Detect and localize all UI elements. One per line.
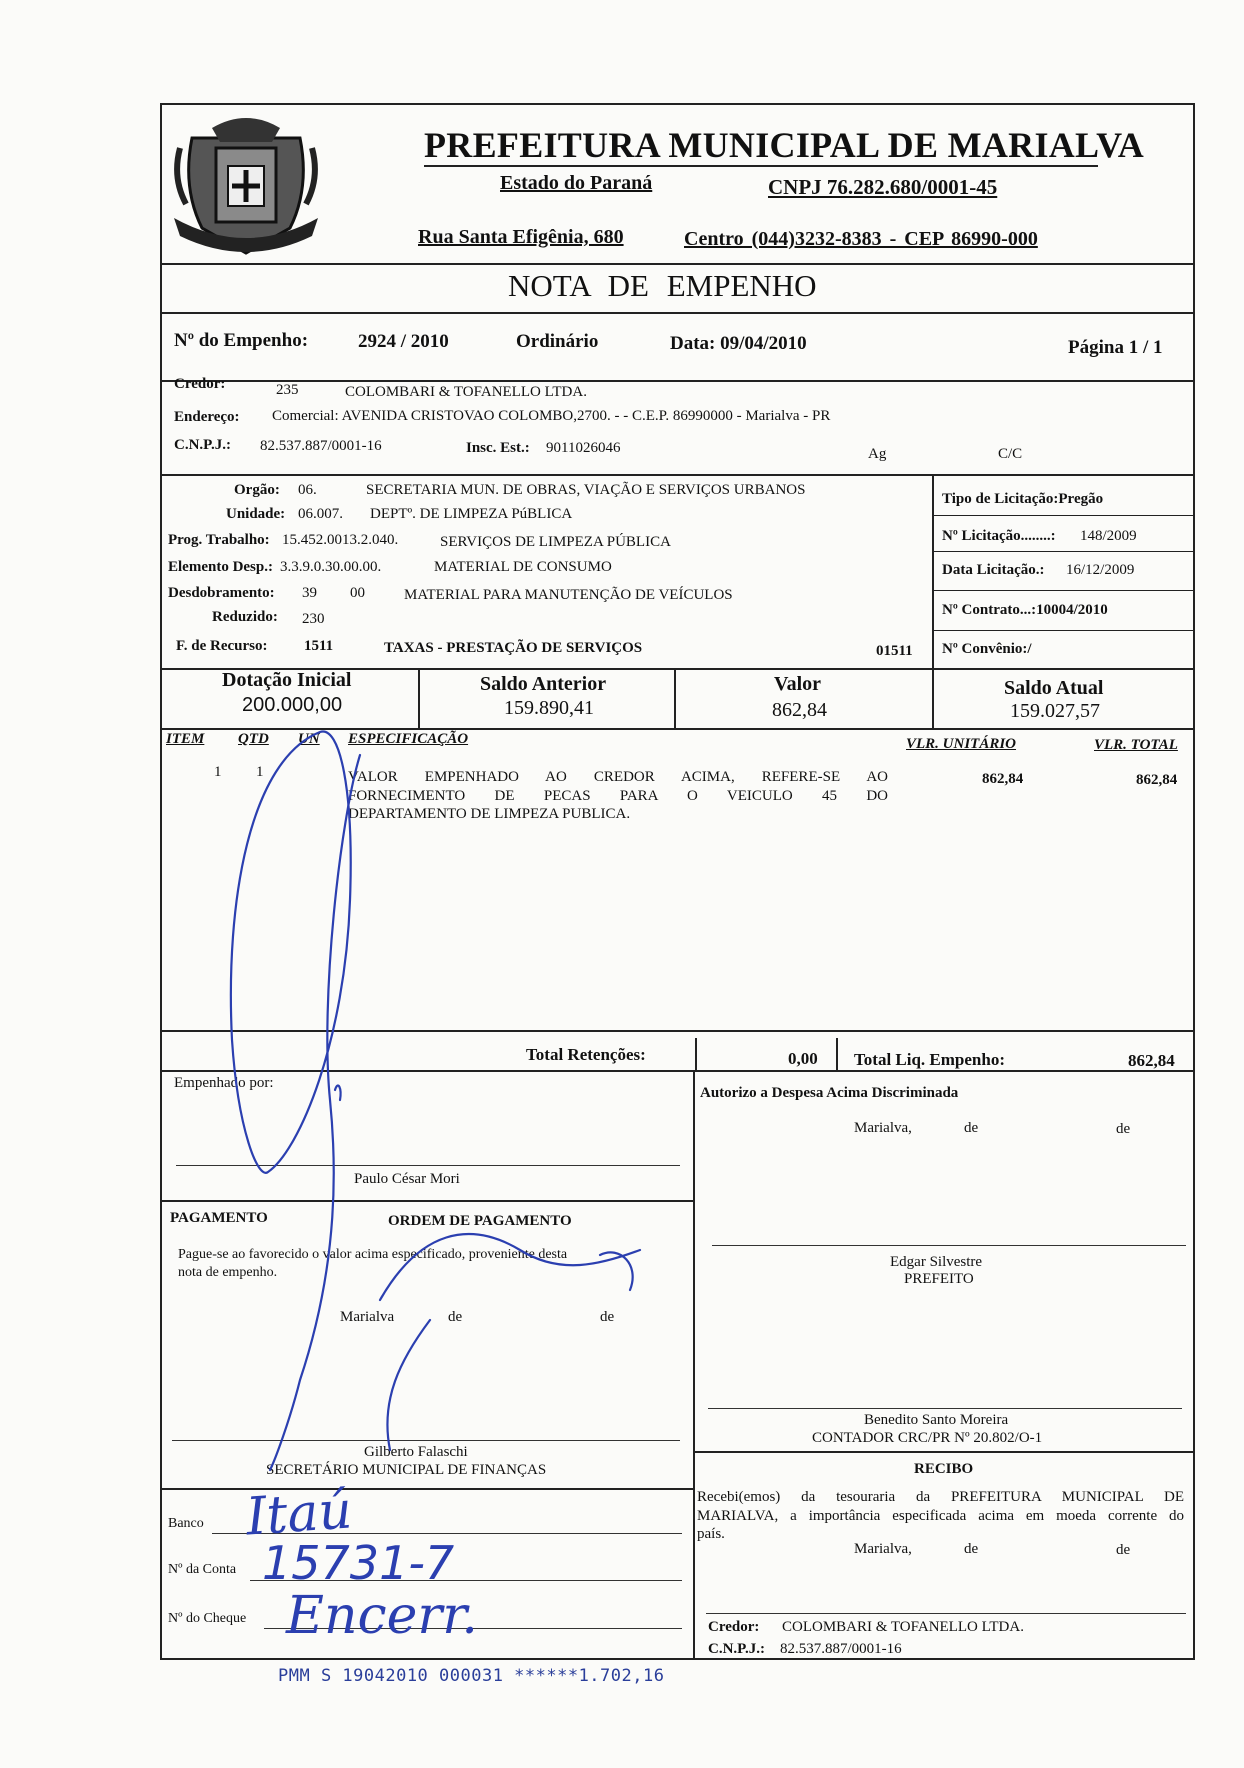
saldo-atual-value: 159.027,57	[1010, 700, 1100, 722]
autorizo-local: Marialva,	[854, 1120, 912, 1136]
empenho-number-label: Nº do Empenho:	[174, 330, 309, 351]
ag-label: Ag	[868, 446, 887, 462]
insc-label: Insc. Est.:	[466, 440, 530, 456]
secretario-title: SECRETÁRIO MUNICIPAL DE FINANÇAS	[266, 1462, 547, 1478]
saldo-anterior-value: 159.890,41	[504, 697, 594, 719]
payment-stamp: PMM S 19042010 000031 ******1.702,16	[278, 1666, 665, 1686]
elemento-label: Elemento Desp.:	[168, 559, 273, 575]
tipo-licitacao: Tipo de Licitação:Pregão	[942, 491, 1104, 507]
autorizo-de-2: de	[1116, 1121, 1131, 1137]
header-title: PREFEITURA MUNICIPAL DE MARIALVA	[424, 125, 1145, 165]
desdobramento-label: Desdobramento:	[168, 585, 275, 601]
recibo-title: RECIBO	[914, 1461, 974, 1477]
header-street: Rua Santa Efigênia, 680	[418, 226, 624, 248]
secretario-name: Gilberto Falaschi	[364, 1444, 468, 1460]
unidade-label: Unidade:	[226, 506, 286, 522]
col-header-item: ITEM	[166, 731, 205, 747]
recibo-cnpj: 82.537.887/0001-16	[780, 1641, 902, 1657]
pagamento-de-1: de	[448, 1309, 463, 1325]
reduzido-value: 230	[302, 611, 325, 627]
col-header-vlr-total: VLR. TOTAL	[1094, 737, 1178, 753]
credor-name: COLOMBARI & TOFANELLO LTDA.	[345, 384, 587, 400]
row-spec-line-3: DEPARTAMENTO DE LIMPEZA PUBLICA.	[348, 806, 631, 822]
total-retencoes-value: 0,00	[788, 1049, 818, 1068]
dotacao-inicial-label: Dotação Inicial	[222, 669, 352, 691]
row-vlr-unitario: 862,84	[982, 771, 1024, 787]
municipal-coat-of-arms	[172, 108, 320, 260]
contador-title: CONTADOR CRC/PR Nº 20.802/O-1	[812, 1430, 1043, 1446]
handwritten-conta: 15731-7	[262, 1536, 455, 1590]
recurso-desc: TAXAS - PRESTAÇÃO DE SERVIÇOS	[384, 640, 643, 656]
autorizo-text: Autorizo a Despesa Acima Discriminada	[700, 1085, 959, 1101]
pagamento-de-2: de	[600, 1309, 615, 1325]
header-cnpj: CNPJ 76.282.680/0001-45	[768, 175, 998, 199]
orgao-code: 06.	[298, 482, 317, 498]
pagamento-text-2: nota de empenho.	[178, 1265, 278, 1280]
document-title: NOTA DE EMPENHO	[508, 268, 817, 303]
col-header-qtd: QTD	[238, 731, 269, 747]
prefeito-title: PREFEITO	[904, 1271, 974, 1287]
row-spec-line-1: VALOR EMPENHADO AO CREDOR ACIMA, REFERE-SE AO	[348, 769, 888, 785]
pagamento-text-1: Pague-se ao favorecido o valor acima especificado, proveniente desta	[178, 1247, 568, 1262]
licitacao-date-label: Data Licitação.:	[942, 562, 1045, 578]
recibo-credor-label: Credor:	[708, 1619, 760, 1635]
saldo-atual-label: Saldo Atual	[1004, 677, 1104, 699]
insc-value: 9011026046	[546, 440, 621, 456]
licitacao-number-label: Nº Licitação........:	[942, 528, 1056, 544]
empenho-type: Ordinário	[516, 331, 599, 352]
convenio-number: Nº Convênio:/	[942, 641, 1032, 657]
credor-cnpj: 82.537.887/0001-16	[260, 438, 382, 454]
header-contact: Centro (044)3232-8383 - CEP 86990-000	[684, 228, 1038, 250]
recurso-code: 01511	[876, 643, 913, 659]
header-state: Estado do Paraná	[500, 172, 653, 194]
desdobramento-desc: MATERIAL PARA MANUTENÇÃO DE VEÍCULOS	[404, 587, 733, 603]
elemento-desc: MATERIAL DE CONSUMO	[434, 559, 612, 575]
banco-label: Banco	[168, 1516, 204, 1531]
licitacao-number: 148/2009	[1080, 528, 1137, 544]
row-qtd: 1	[256, 764, 264, 780]
empenhado-name: Paulo César Mori	[354, 1171, 460, 1187]
recibo-local: Marialva,	[854, 1541, 912, 1557]
handwritten-banco: Itaú	[244, 1480, 354, 1548]
desdobramento-a: 39	[302, 585, 317, 601]
recibo-line-2: MARIALVA, a importância especificada acima em moeda corrente do	[697, 1508, 1184, 1524]
licitacao-date: 16/12/2009	[1066, 562, 1135, 578]
valor-value: 862,84	[772, 699, 827, 721]
total-liquido-value: 862,84	[1128, 1051, 1175, 1070]
empenhado-label: Empenhado por:	[174, 1075, 274, 1091]
dotacao-inicial-value: 200.000,00	[242, 694, 343, 716]
recurso-label: F. de Recurso:	[176, 638, 268, 654]
orgao-desc: SECRETARIA MUN. DE OBRAS, VIAÇÃO E SERVIÇOS URBANOS	[366, 482, 806, 498]
prog-code: 15.452.0013.2.040.	[282, 532, 399, 548]
pagamento-label: PAGAMENTO	[170, 1210, 268, 1226]
contador-name: Benedito Santo Moreira	[864, 1412, 1009, 1428]
endereco-label: Endereço:	[174, 409, 240, 425]
cc-label: C/C	[998, 446, 1023, 462]
cheque-label: Nº do Cheque	[168, 1611, 247, 1626]
col-header-especificacao: ESPECIFICAÇÃO	[348, 731, 469, 747]
col-header-vlr-unitario: VLR. UNITÁRIO	[906, 736, 1017, 752]
recibo-line-1: Recebi(emos) da tesouraria da PREFEITURA MUNICIPAL DE	[697, 1489, 1184, 1505]
pagamento-local: Marialva	[340, 1309, 395, 1325]
page-number: Página 1 / 1	[1068, 337, 1163, 358]
row-vlr-total: 862,84	[1136, 772, 1178, 788]
endereco-value: Comercial: AVENIDA CRISTOVAO COLOMBO,2700. - - C.E.P. 86990000 - Marialva - PR	[272, 408, 831, 424]
credor-cnpj-label: C.N.P.J.:	[174, 437, 231, 453]
prog-label: Prog. Trabalho:	[168, 532, 270, 548]
col-header-un: UN	[298, 731, 320, 747]
desdobramento-b: 00	[350, 585, 365, 601]
valor-label: Valor	[774, 673, 822, 695]
contrato-number: Nº Contrato...:10004/2010	[942, 602, 1108, 618]
row-item: 1	[214, 764, 222, 780]
conta-label: Nº da Conta	[168, 1562, 237, 1577]
recibo-cnpj-label: C.N.P.J.:	[708, 1641, 765, 1657]
row-spec-line-2: FORNECIMENTO DE PECAS PARA O VEICULO 45 DO	[348, 788, 888, 804]
orgao-label: Orgão:	[234, 482, 280, 498]
ordem-pagamento-label: ORDEM DE PAGAMENTO	[388, 1213, 572, 1229]
recurso-value: 1511	[304, 638, 334, 654]
handwritten-cheque: Encerr.	[286, 1586, 478, 1646]
prog-desc: SERVIÇOS DE LIMPEZA PÚBLICA	[440, 534, 671, 550]
recibo-de-2: de	[1116, 1542, 1131, 1558]
recibo-credor: COLOMBARI & TOFANELLO LTDA.	[782, 1619, 1024, 1635]
saldo-anterior-label: Saldo Anterior	[480, 673, 607, 695]
empenho-date: Data: 09/04/2010	[670, 333, 807, 354]
total-retencoes-label: Total Retenções:	[526, 1045, 646, 1064]
elemento-code: 3.3.9.0.30.00.00.	[280, 559, 382, 575]
total-liquido-label: Total Liq. Empenho:	[854, 1050, 1005, 1069]
credor-label: Credor:	[174, 376, 226, 392]
credor-code: 235	[276, 382, 299, 398]
recibo-de-1: de	[964, 1541, 979, 1557]
prefeito-name: Edgar Silvestre	[890, 1254, 983, 1270]
autorizo-de-1: de	[964, 1120, 979, 1136]
reduzido-label: Reduzido:	[212, 609, 278, 625]
unidade-desc: DEPTº. DE LIMPEZA PúBLICA	[370, 506, 573, 522]
unidade-code: 06.007.	[298, 506, 343, 522]
empenho-number: 2924 / 2010	[358, 331, 449, 352]
recibo-line-3: país.	[697, 1526, 725, 1542]
